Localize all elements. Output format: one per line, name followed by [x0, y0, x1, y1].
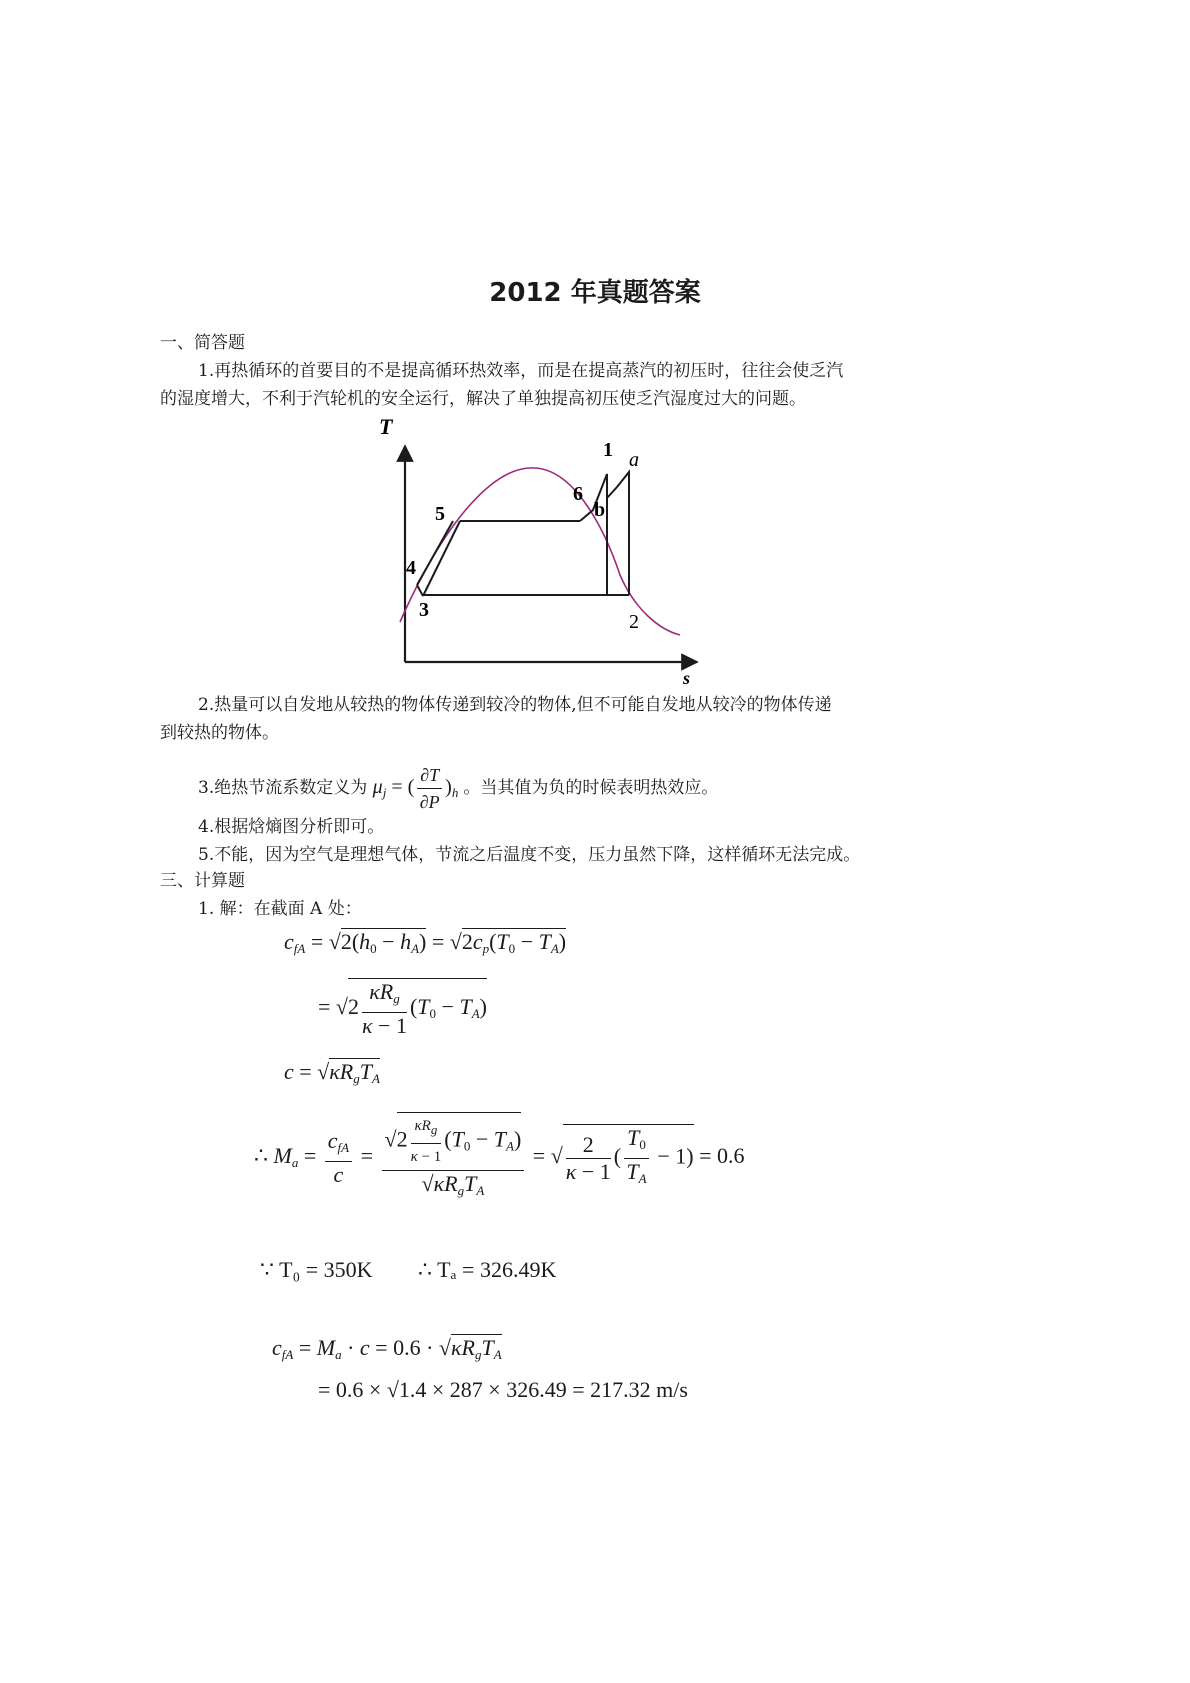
point-label-b: b: [594, 499, 606, 521]
point-label-4: 4: [406, 557, 416, 579]
point-label-a: a: [629, 449, 639, 471]
axis-label-s: s: [683, 668, 691, 688]
answer-4: 4.根据焓熵图分析即可。: [198, 817, 385, 837]
mach-value: = 0.6: [699, 1143, 745, 1169]
velocity-result: = 0.6 × √1.4 × 287 × 326.49 = 217.32 m/s: [318, 1377, 688, 1402]
answer-3-suffix: 。当其值为负的时候表明热效应。: [463, 778, 719, 799]
rankine-reheat-cycle: [417, 472, 629, 596]
section-heading-short-answer: 一、简答题: [160, 333, 245, 353]
axis-label-t: T: [379, 414, 393, 439]
equation-cfa-2: = √2 $\frac{\kappa R_g}{\kappa - 1}$ $(T_0 - T_A)$: [318, 979, 487, 1038]
section-heading-calculation: 三、计算题: [160, 871, 245, 891]
equation-mach: ∴ $M_a$ = $\frac{c_{fA}}{c}$ = √2 $\frac{\kappa R_g}{\kappa - 1}$ $(T_0 - T_A)$ $√\kappa R_gT_A$ = √ $\frac{2}{\kappa - 1}$ ( $\frac{T_0}{T_A}$ − 1) = 0.6: [254, 1112, 744, 1204]
point-label-2: 2: [629, 611, 639, 633]
answer-2-line-2: 到较热的物体。: [160, 723, 279, 743]
point-label-3: 3: [419, 599, 429, 621]
point-label-6: 6: [573, 483, 583, 505]
answer-1-line-2: 的湿度增大，不利于汽轮机的安全运行，解决了单独提高初压使乏汽湿度过大的问题。: [160, 389, 806, 409]
page-title: 2012 年真题答案: [489, 278, 701, 308]
equation-cfa-1: $c_{fA} = √2(h_0 - h_A) = √2c_p(T_0 - T_A)$: [284, 929, 567, 956]
equation-sound-speed: $c = √\kappa R_gT_A$: [284, 1059, 380, 1086]
answer-3-prefix: 3.绝热节流系数定义为: [198, 778, 368, 799]
equation-cfa-product: $c_{fA} = M_a \cdot c = 0.6 \cdot √\kappa R_gT_A$: [272, 1335, 502, 1362]
given-t0: ∵ T₀ = 350K: [260, 1257, 373, 1282]
answer-3: [198, 762, 718, 814]
saturation-dome: [400, 468, 680, 635]
result-ta: ∴ Tₐ = 326.49K: [418, 1257, 557, 1282]
joule-thomson-formula: $\mu_j$ = ( $\frac{\partial T}{\partial P}$ )$_h$: [373, 776, 464, 798]
question-1-intro: 1. 解：在截面 A 处：: [198, 899, 362, 919]
point-label-5: 5: [435, 503, 445, 525]
point-label-1: 1: [603, 439, 613, 461]
answer-1-line-1: 1.再热循环的首要目的不是提高循环热效率，而是在提高蒸汽的初压时，往往会使乏汽: [198, 361, 844, 381]
answer-5: 5.不能，因为空气是理想气体，节流之后温度不变，压力虽然下降，这样循环无法完成。: [198, 845, 861, 865]
answer-2-line-1: 2.热量可以自发地从较热的物体传递到较冷的物体,但不可能自发地从较冷的物体传递: [198, 695, 832, 715]
